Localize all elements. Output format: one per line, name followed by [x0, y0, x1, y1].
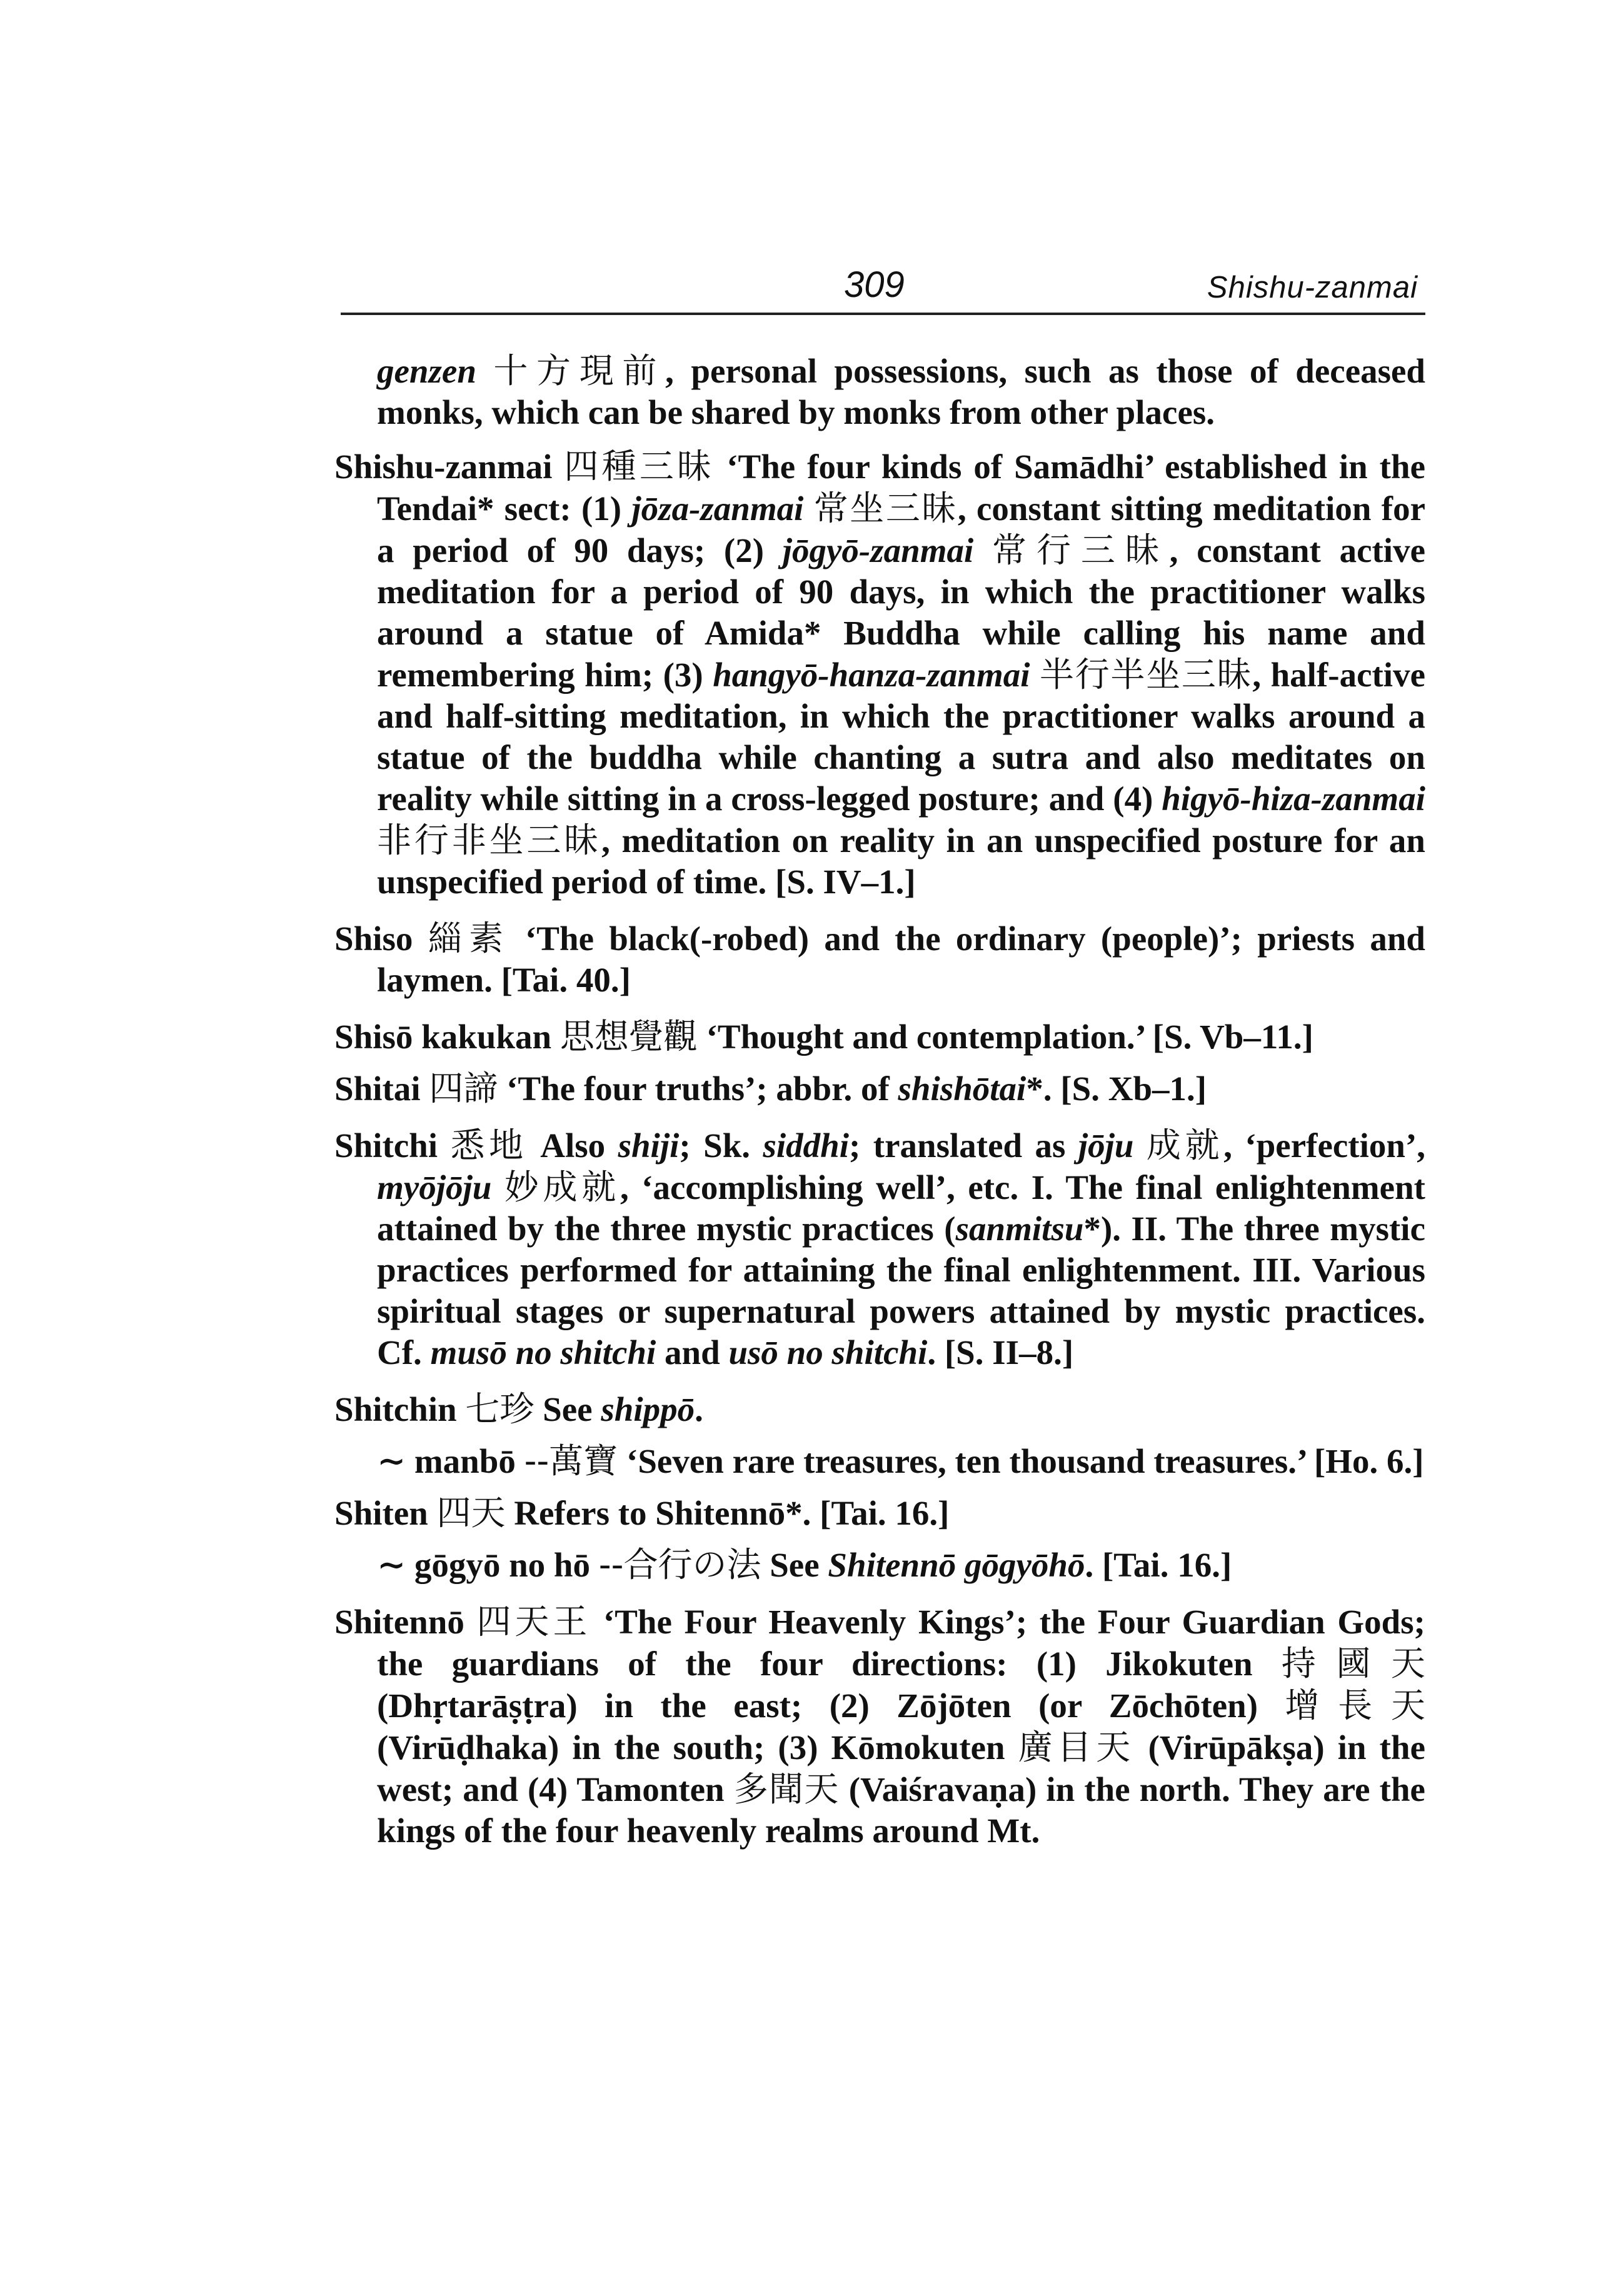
entry-shishu-zanmai — [334, 446, 1425, 903]
entry-text: and — [656, 1333, 729, 1371]
entry-kanji: 七珍 — [465, 1389, 534, 1429]
running-head: Shishu-zanmai — [1207, 271, 1418, 304]
entry-kanji: 四種三昧 — [564, 446, 715, 486]
entry-headword: Shitchin — [334, 1390, 457, 1428]
entry-text: (Vaiśravaṇa) in the north. They are the kings of the four heavenly realms around Mt. — [377, 1770, 1425, 1850]
entry-shiten — [334, 1492, 1425, 1534]
entry-headword: Shisō kakukan — [334, 1018, 552, 1056]
entry-kanji: 常行三昧 — [992, 530, 1170, 570]
entry-text: . [Tai. 16.] — [1085, 1546, 1232, 1584]
entry-kanji: 非行非坐三昧 — [377, 820, 602, 860]
entry-text: See — [770, 1546, 828, 1584]
entry-kanji: 增長天 — [1285, 1685, 1425, 1725]
entry-text: . — [695, 1390, 703, 1428]
entry-kanji: 多聞天 — [733, 1769, 840, 1809]
entry-kanji: 廣目天 — [1018, 1727, 1135, 1767]
entry-text: Also — [540, 1126, 618, 1165]
entry-shitchi — [334, 1125, 1425, 1373]
entry-headword: Shitennō — [334, 1603, 464, 1641]
entry-headword: Shitai — [334, 1070, 421, 1108]
entry-text: ‘Thought and contemplation.’ [S. Vb–11.] — [706, 1018, 1313, 1056]
entry-text: ‘The Four Heavenly Kings’; the Four Guardian Gods; the guardians of the four directions: (1) Jikokuten — [377, 1603, 1425, 1683]
entry-shitchin-manbo — [334, 1440, 1425, 1482]
entry-text: ‘The four kinds of Samādhi’ established in the Tendai* sect: (1) — [377, 448, 1425, 528]
entry-text: , constant active meditation for a period of 90 days, in which the practitioner walks around a statue of Amida* Buddha while calling his name and remembering him; (3) — [377, 531, 1425, 694]
entry-kanji: 緇素 — [428, 918, 510, 958]
entry-kanji: --萬寶 — [524, 1441, 618, 1481]
entry-shitai — [334, 1068, 1425, 1110]
entry-headword: Shitchi — [334, 1126, 438, 1165]
entry-term: jōju — [1078, 1126, 1134, 1165]
entry-text: ‘The black(-robed) and the ordinary (people)’; priests and laymen. [Tai. 40.] — [377, 920, 1426, 999]
entry-shitchin — [334, 1388, 1425, 1430]
entry-kanji: 思想覺觀 — [560, 1016, 698, 1056]
entry-headword: Shiten — [334, 1494, 428, 1532]
page-header — [341, 263, 1425, 315]
entry-shiso — [334, 918, 1425, 1001]
entry-kanji: 半行半坐三昧 — [1040, 654, 1253, 694]
entry-kanji: 妙成就 — [504, 1167, 620, 1207]
entry-term: jōza-zanmai — [631, 489, 804, 528]
entry-shiso-kakukan — [334, 1016, 1425, 1058]
entry-kanji: 四諦 — [429, 1068, 498, 1108]
entry-genzen — [334, 350, 1425, 433]
entry-headword: Shiso — [334, 920, 413, 958]
entry-text: , ‘perfection’, — [1223, 1126, 1426, 1165]
entry-text: *). II. The three mystic practices performed for attaining the final enlightenment. III. Various spiritual stages or supernatural powers attained by mystic practices. Cf. — [377, 1210, 1426, 1371]
entry-text: (Virūḍhaka) in the south; (3) Kōmokuten — [377, 1728, 1018, 1767]
entry-term: jōgyō-zanmai — [782, 531, 974, 569]
entry-text: *. [S. Xb–1.] — [1026, 1070, 1207, 1108]
entry-headword: ∼ gōgyō no hō — [377, 1546, 591, 1584]
entry-term: shiji — [618, 1126, 680, 1165]
entry-lead: genzen — [377, 352, 476, 390]
entry-term: sanmitsu — [955, 1210, 1084, 1248]
page-number: 309 — [844, 264, 905, 305]
entry-term: higyō-hiza-zanmai — [1162, 780, 1425, 818]
entry-text: ‘Seven rare treasures, ten thousand treasures.’ [Ho. 6.] — [626, 1442, 1424, 1480]
entry-shitenno — [334, 1601, 1425, 1852]
entry-text: , ‘accomplishing well’, etc. I. The final enlightenment attained by the three mystic practices ( — [377, 1168, 1425, 1248]
entry-term: hangyō-hanza-zanmai — [713, 656, 1030, 694]
entry-text: (Virūpākṣa) in the west; and (4) Tamonten — [377, 1728, 1425, 1808]
entry-headword: Shishu-zanmai — [334, 448, 553, 486]
entry-text: Refers to Shitennō*. [Tai. 16.] — [514, 1494, 950, 1532]
entry-text: , half-active and half-sitting meditation, in which the practitioner walks around a statue of the buddha while chanting a sutra and also meditates on reality while sitting in a cross-legged posture; and (4) — [377, 656, 1425, 818]
entry-kanji: 四天 — [436, 1493, 506, 1533]
entry-kanji: 常坐三昧 — [813, 488, 958, 528]
entry-kanji: 持國天 — [1281, 1643, 1425, 1683]
entry-text: . [S. II–8.] — [927, 1333, 1074, 1371]
entry-text: ; translated as — [849, 1126, 1078, 1165]
entry-text: , personal possessions, such as those of deceased monks, which can be shared by monks from other places. — [377, 352, 1426, 431]
entry-text: , constant sitting meditation for a period of 90 days; (2) — [377, 489, 1425, 569]
entry-term: usō no shitchi — [728, 1333, 928, 1371]
entry-term: siddhi — [763, 1126, 850, 1165]
dictionary-body — [334, 350, 1425, 1852]
entry-text: ‘The four truths’; abbr. of — [506, 1070, 898, 1108]
entry-shiten-gogyo-no-ho — [334, 1544, 1425, 1586]
entry-text: (Dhṛtarāṣṭra) in the east; (2) Zōjōten (or Zōchōten) — [377, 1687, 1285, 1725]
entry-kanji: 十方現前 — [493, 351, 666, 391]
entry-term: musō no shitchi — [430, 1333, 656, 1371]
entry-term: shishōtai — [898, 1070, 1026, 1108]
entry-text: See — [543, 1390, 601, 1428]
entry-kanji: 四天王 — [476, 1602, 591, 1642]
entry-kanji: 成就 — [1146, 1125, 1224, 1165]
entry-headword: ∼ manbō — [377, 1442, 516, 1480]
entry-text: , meditation on reality in an unspecified posture for an unspecified period of time. [S. IV–1.] — [377, 821, 1425, 901]
entry-term: Shitennō gōgyōhō — [828, 1546, 1085, 1584]
entry-kanji: --合行の法 — [598, 1545, 761, 1585]
entry-text: ; Sk. — [679, 1126, 763, 1165]
entry-term: myōjōju — [377, 1168, 492, 1206]
entry-kanji: 悉地 — [450, 1125, 528, 1165]
entry-term: shippō — [601, 1390, 695, 1428]
